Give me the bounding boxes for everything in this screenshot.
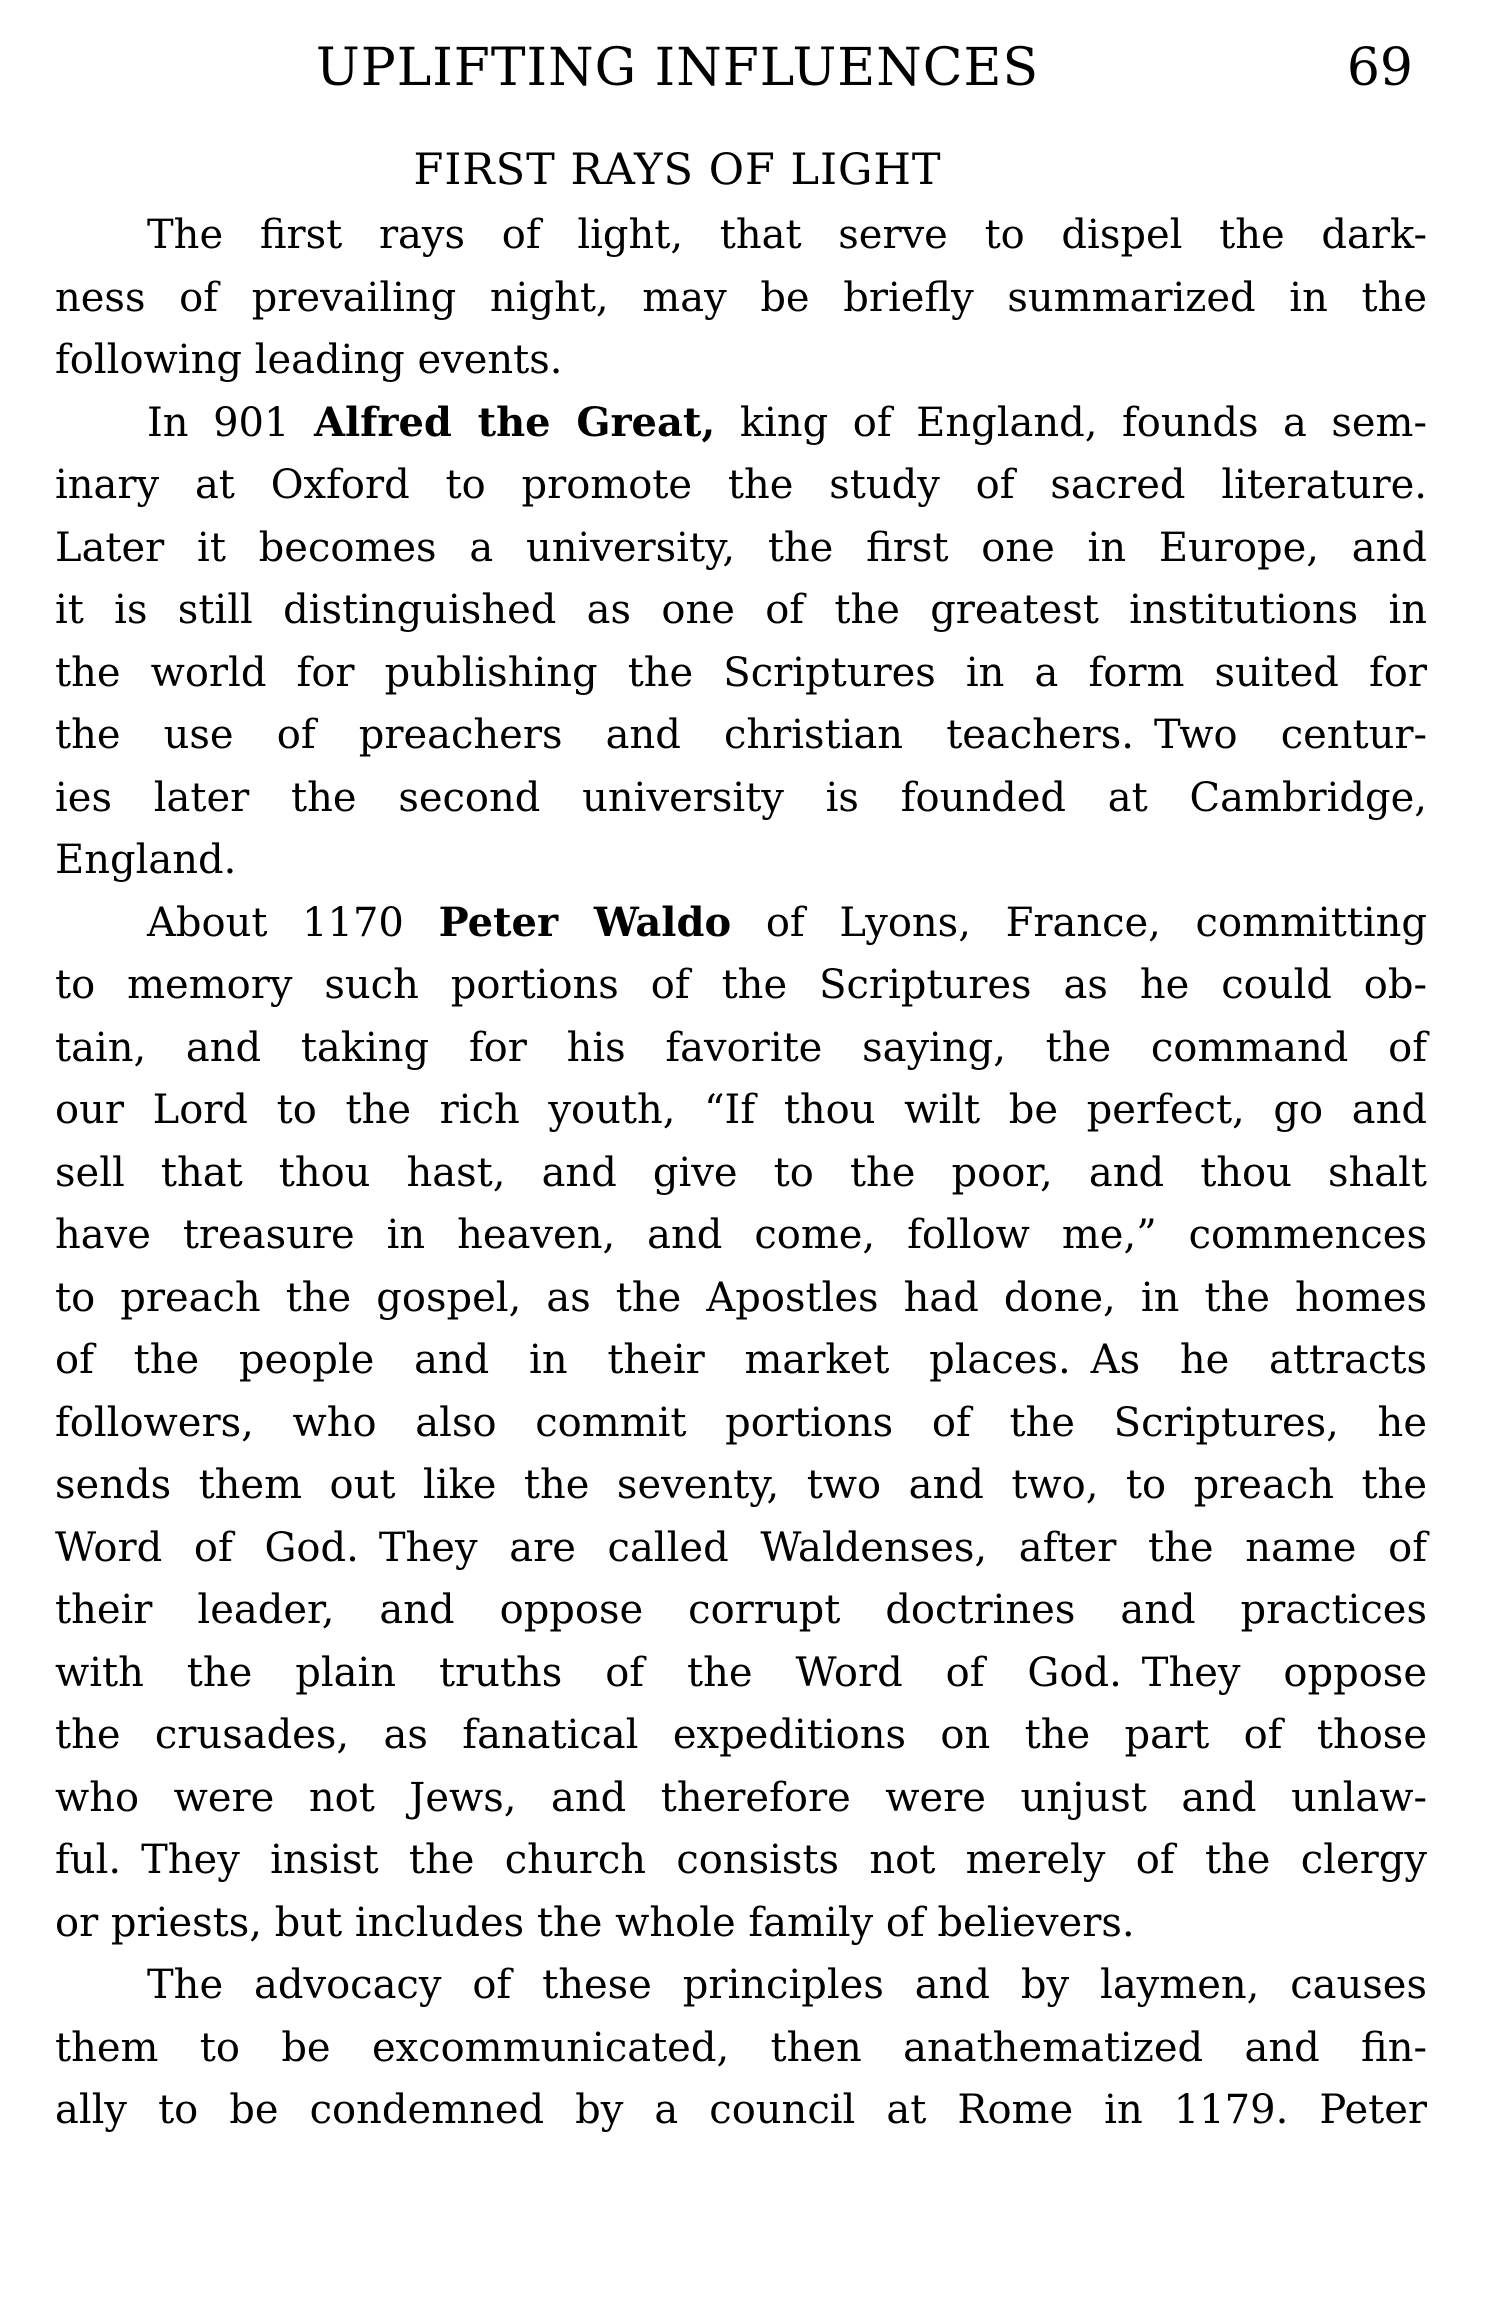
text-line [55,204,1427,267]
text-line [55,1267,1427,1330]
text-line [55,829,1427,892]
text-span: Word of God. They are called Waldenses, after the name of [55,1524,1427,1571]
bold-text: Peter Waldo [438,898,732,946]
text-line [55,1579,1427,1642]
text-span: The first rays of light, that serve to dispel the dark- [147,212,1427,258]
text-line [55,579,1427,642]
text-line [55,1017,1427,1080]
text-span: to memory such portions of the Scriptures as he could ob- [55,962,1427,1008]
text-line [55,2079,1427,2142]
text-span: Later it becomes a university, the first one in Europe, and [55,524,1427,571]
text-span: followers, who also commit portions of the Scriptures, he [55,1399,1427,1446]
text-line [55,1642,1427,1705]
text-line [55,329,1427,392]
text-line [55,1829,1427,1892]
text-span: have treasure in heaven, and come, follow me,” commences [55,1212,1427,1258]
text-line [55,267,1427,330]
text-span: who were not Jews, and therefore were unjust and unlaw- [55,1774,1427,1821]
text-line [55,454,1427,517]
text-line [55,1142,1427,1205]
text-line [55,1892,1427,1955]
text-line [55,392,1427,455]
text-span: the use of preachers and christian teachers. Two centur- [55,712,1427,758]
page-number: 69 [1346,38,1413,98]
text-span: England. [55,837,237,883]
text-span: tain, and taking for his favorite saying, the command of [55,1024,1427,1071]
text-line [55,954,1427,1017]
text-span: sends them out like the seventy, two and two, to preach the [55,1462,1427,1508]
text-line [55,1079,1427,1142]
text-span: In 901 [147,399,314,446]
text-span: of the people and in their market places. As he attracts [55,1337,1427,1383]
text-line [55,1454,1427,1517]
text-line [55,642,1427,705]
text-line [55,892,1427,955]
text-line [55,1329,1427,1392]
text-span: it is still distinguished as one of the greatest institutions in [55,587,1427,633]
text-span: their leader, and oppose corrupt doctrines and practices [55,1587,1427,1633]
text-span: king of England, founds a sem- [715,399,1427,446]
body-text [55,204,1427,2142]
text-span: About 1170 [147,899,439,946]
text-span: ful. They insist the church consists not merely of the clergy [55,1837,1427,1883]
bold-text: Alfred the Great, [313,398,716,446]
text-span: our Lord to the rich youth, “If thou wilt be perfect, go and [55,1087,1427,1133]
text-span: of Lyons, France, committing [731,899,1428,946]
text-line [55,1954,1427,2017]
text-span: ally to be condemned by a council at Rome in 1179. Peter [55,2087,1427,2133]
running-title: UPLIFTING INFLUENCES [315,38,1040,98]
text-span: the crusades, as fanatical expeditions on the part of those [55,1712,1427,1758]
text-span: to preach the gospel, as the Apostles had done, in the homes [55,1274,1427,1321]
text-line [55,704,1427,767]
text-span: or priests, but includes the whole family of believers. [55,1899,1135,1946]
text-line [55,767,1427,830]
text-line [55,517,1427,580]
text-span: them to be excommunicated, then anathematized and fin- [55,2024,1427,2071]
text-span: ies later the second university is founded at Cambridge, [55,774,1427,821]
text-line [55,1767,1427,1830]
text-line [55,1704,1427,1767]
text-line [55,1517,1427,1580]
text-span: following leading events. [55,337,563,383]
text-line [55,2017,1427,2080]
text-line [55,1204,1427,1267]
text-span: inary at Oxford to promote the study of sacred literature. [55,462,1427,508]
text-span: sell that thou hast, and give to the poor, and thou shalt [55,1149,1427,1196]
text-line [55,1392,1427,1455]
section-heading: FIRST RAYS OF LIGHT [413,145,942,195]
text-span: the world for publishing the Scriptures in a form suited for [55,649,1427,696]
text-span: ness of prevailing night, may be briefly summarized in the [55,274,1427,321]
text-span: with the plain truths of the Word of God. They oppose [55,1649,1427,1696]
text-span: The advocacy of these principles and by laymen, causes [147,1962,1427,2008]
